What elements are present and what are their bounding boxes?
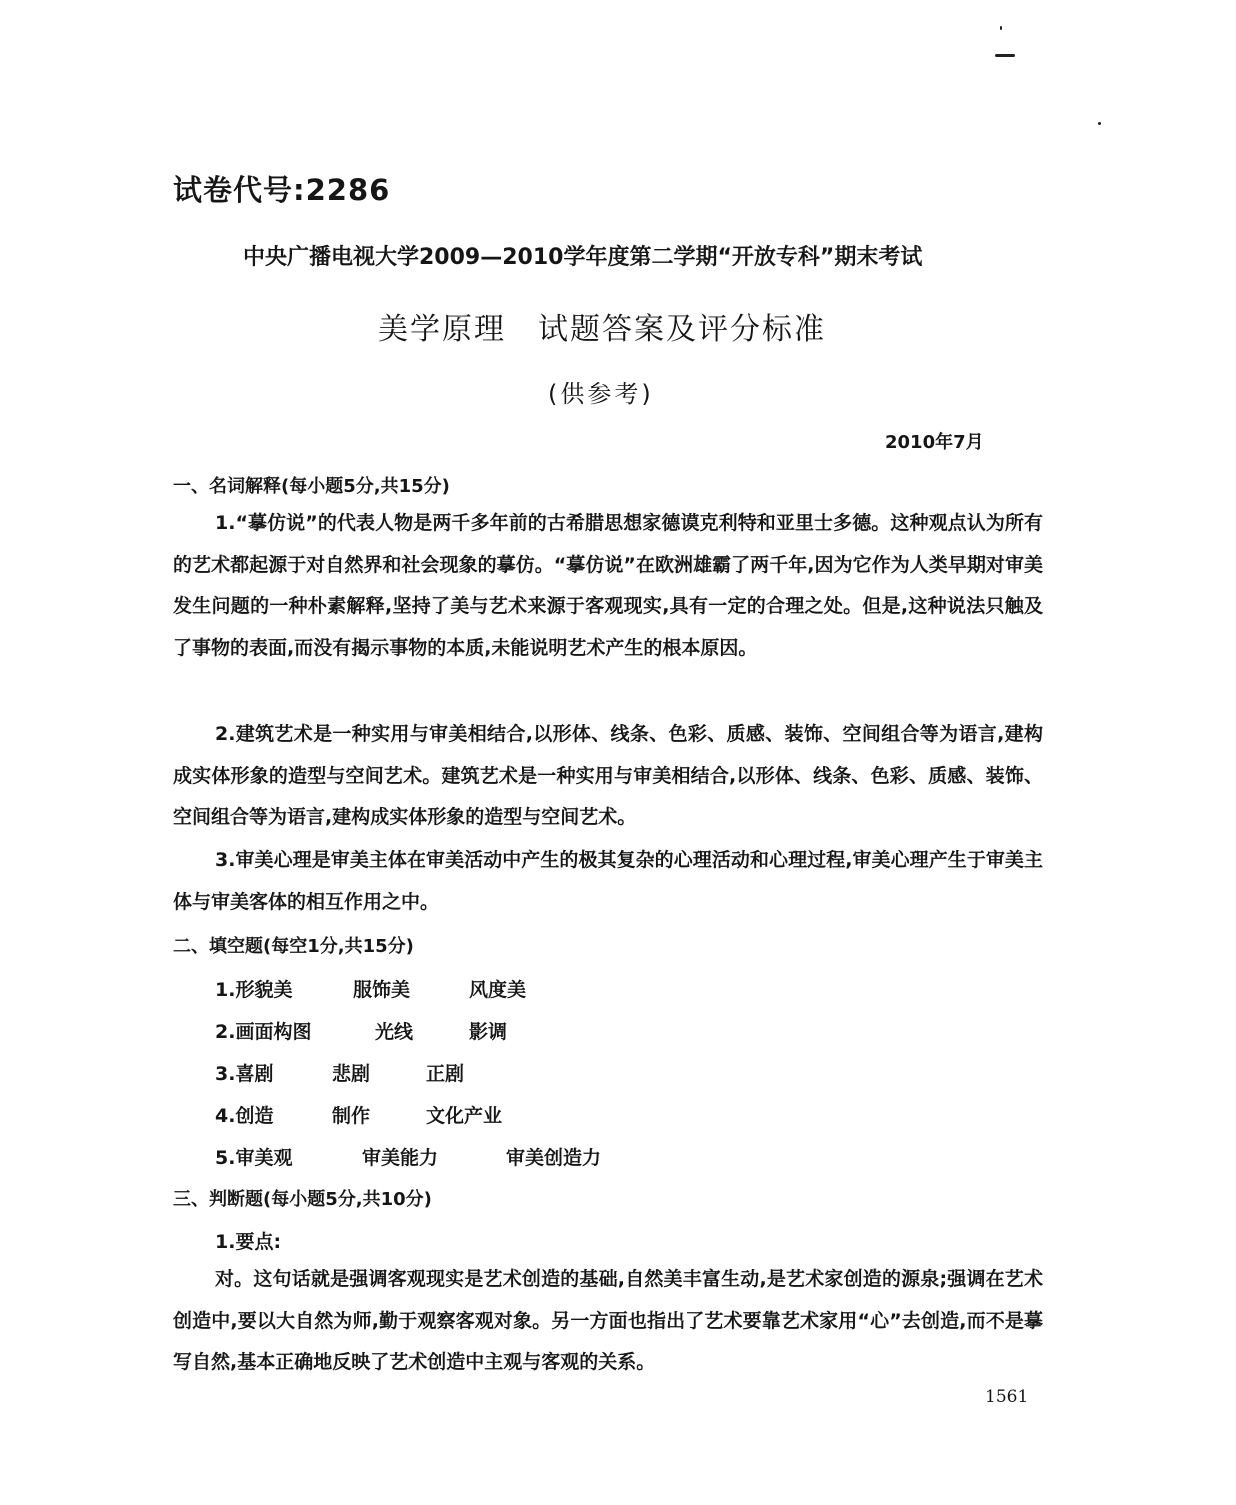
fill-answer: 3.喜剧	[215, 1063, 274, 1085]
page-number: 1561	[985, 1387, 1029, 1407]
answer-paragraph: 1.“摹仿说”的代表人物是两千多年前的古希腊思想家德谟克利特和亚里士多德。这种观点认为所有的艺术都起源于对自然界和社会现象的摹仿。“摹仿说”在欧洲雄霸了两千年,因为它作为人类早期对审美发生问题的一种朴素解释,坚持了美与艺术来源于客观现实,具有一定的合理之处。但是,这种说法只触及了事物的表面,而没有揭示事物的本质,未能说明艺术产生的根本原因。	[173, 512, 1043, 659]
fill-answer: 审美创造力	[506, 1147, 602, 1169]
fill-answer: 制作	[332, 1105, 371, 1127]
fill-answer: 文化产业	[426, 1105, 503, 1127]
fill-answer-row	[215, 975, 526, 1002]
paper-code: 试卷代号:2286	[173, 173, 391, 207]
section-heading-judgement: 三、判断题(每小题5分,共10分)	[173, 1189, 432, 1210]
fill-answer: 审美能力	[362, 1147, 439, 1169]
fill-answer: 1.形貌美	[215, 979, 293, 1001]
reference-note: (供参考)	[548, 380, 654, 408]
fill-answer-row	[215, 1101, 502, 1128]
answer-paragraph: 3.审美心理是审美主体在审美活动中产生的极其复杂的心理活动和心理过程,审美心理产生于审美主体与审美客体的相互作用之中。	[173, 849, 1043, 913]
answer-paragraph: 2.建筑艺术是一种实用与审美相结合,以形体、线条、色彩、质感、装饰、空间组合等为语言,建构成实体形象的造型与空间艺术。建筑艺术是一种实用与审美相结合,以形体、线条、色彩、质感、装饰、空间组合等为语言,建构成实体形象的造型与空间艺术。	[173, 723, 1043, 828]
fill-answer: 5.审美观	[215, 1147, 293, 1169]
fill-answer-row	[215, 1143, 601, 1170]
fill-answer: 光线	[375, 1021, 414, 1043]
fill-answer: 风度美	[469, 979, 527, 1001]
section-heading-fill-blanks: 二、填空题(每空1分,共15分)	[173, 936, 414, 957]
scan-speck	[1098, 122, 1101, 125]
section-heading-definitions: 一、名词解释(每小题5分,共15分)	[173, 476, 450, 497]
fill-answer: 2.画面构图	[215, 1021, 312, 1043]
fill-answer: 影调	[469, 1021, 508, 1043]
scan-speck	[995, 54, 1015, 57]
fill-answer: 4.创造	[215, 1105, 274, 1127]
fill-answer: 服饰美	[353, 979, 411, 1001]
fill-answer-row	[215, 1059, 464, 1086]
exam-title: 中央广播电视大学2009—2010学年度第二学期“开放专科”期末考试	[243, 245, 923, 270]
fill-answer-row	[215, 1017, 507, 1044]
answer-paragraph: 对。这句话就是强调客观现实是艺术创造的基础,自然美丰富生动,是艺术家创造的源泉;强调在艺术创造中,要以大自然为师,勤于观察客观对象。另一方面也指出了艺术要靠艺术家用“心”去创造,而不是摹写自然,基本正确地反映了艺术创造中主观与客观的关系。	[173, 1268, 1043, 1373]
document-title: 美学原理 试题答案及评分标准	[378, 312, 826, 347]
fill-answer: 悲剧	[332, 1063, 371, 1085]
fill-answer: 正剧	[426, 1063, 465, 1085]
document-date: 2010年7月	[885, 432, 984, 453]
scan-speck	[1000, 26, 1002, 30]
answer-point-label: 1.要点:	[215, 1231, 282, 1253]
